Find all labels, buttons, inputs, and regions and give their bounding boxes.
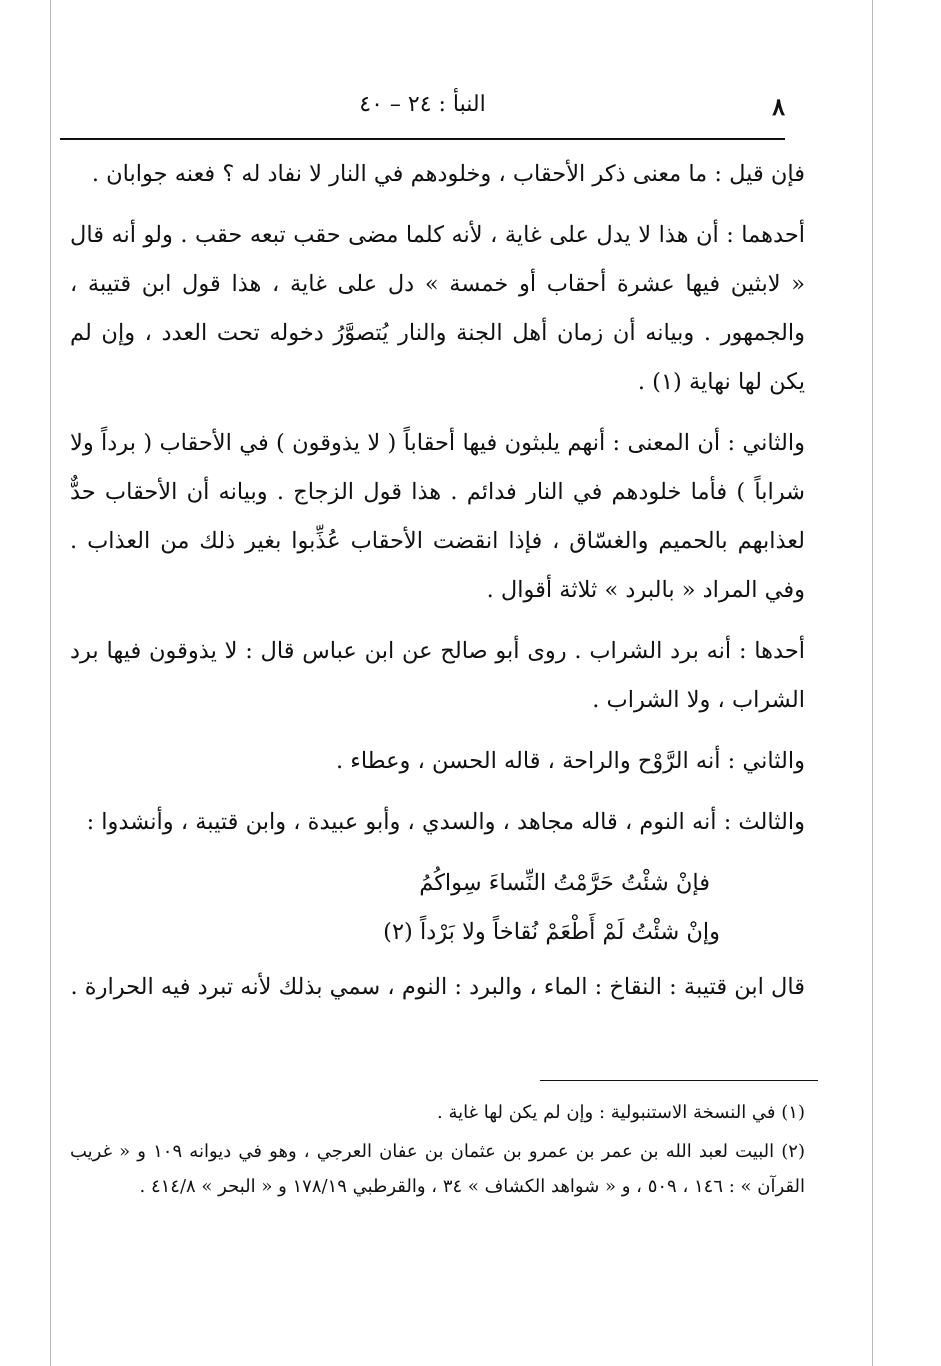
page-header <box>60 92 785 132</box>
poem-verse <box>70 859 805 957</box>
running-head: النبأ : ٢٤ – ٤٠ <box>359 92 486 117</box>
footnote-rule <box>540 1080 818 1081</box>
paragraph-closing: قال ابن قتيبة : النقاخ : الماء ، والبرد : النوم ، سمي بذلك لأنه تبرد فيه الحرارة . <box>70 974 805 1000</box>
footnote-1: (١) في النسخة الاستنبولية : وإن لم يكن لها غاية . <box>437 1102 805 1123</box>
header-rule <box>60 138 785 140</box>
body-text <box>70 150 805 1024</box>
paragraph-question: فإن قيل : ما معنى ذكر الأحقاب ، وخلودهم في النار لا نفاد له ؟ فعنه جوابان . <box>91 161 805 187</box>
footnote-2: (٢) البيت لعبد الله بن عمر بن عمرو بن عثمان بن عفان العرجي ، وهو في ديوانه ١٠٩ و « غريب القرآن » : ١٤٦ ، ٥٠٩ ، و « شواهد الكشاف » ٣٤ ، والقرطبي ١٧٨/١٩ و « البحر » ٤١٤/٨ . <box>70 1141 805 1197</box>
paragraph-saying-two: والثاني : أنه الرَّوْح والراحة ، قاله الحسن ، وعطاء . <box>335 748 805 774</box>
paragraph-saying-one: أحدها : أنه برد الشراب . روى أبو صالح عن ابن عباس قال : لا يذوقون فيها برد الشراب ، ولا الشراب . <box>70 638 805 713</box>
page-number: ٨ <box>772 92 785 121</box>
paragraph-first-answer: أحدهما : أن هذا لا يدل على غاية ، لأنه كلما مضى حقب تبعه حقب . ولو أنه قال « لابثين فيها عشرة أحقاب أو خمسة » دل على غاية ، هذا قول ابن قتيبة ، والجمهور . وبيانه أن زمان أهل الجنة والنار يُتصوَّرُ دخوله تحت العدد ، وإن لم يكن لها نهاية (١) . <box>70 222 805 395</box>
poem-line-2: وإنْ شئْتُ لَمْ أَطْعَمْ نُقاخاً ولا بَرْداً (٢) <box>383 919 720 945</box>
footnotes <box>70 1095 805 1208</box>
paragraph-second-answer: والثاني : أن المعنى : أنهم يلبثون فيها أحقاباً ( لا يذوقون ) في الأحقاب ( برداً ولا شراباً ) فأما خلودهم في النار فدائم . هذا قول الزجاج . وبيانه أن الأحقاب حدٌّ لعذابهم بالحميم والغسّاق ، فإذا انقضت الأحقاب عُذِّبوا بغير ذلك من العذاب . وفي المراد « بالبرد » ثلاثة أقوال . <box>70 430 805 603</box>
scan-edge-left <box>50 0 51 1366</box>
scan-edge-right <box>872 0 873 1366</box>
poem-line-1: فإنْ شئْتُ حَرَّمْتُ النِّساءَ سِواكُمُ <box>419 870 710 896</box>
paragraph-saying-three: والثالث : أنه النوم ، قاله مجاهد ، والسدي ، وأبو عبيدة ، وابن قتيبة ، وأنشدوا : <box>86 809 805 835</box>
